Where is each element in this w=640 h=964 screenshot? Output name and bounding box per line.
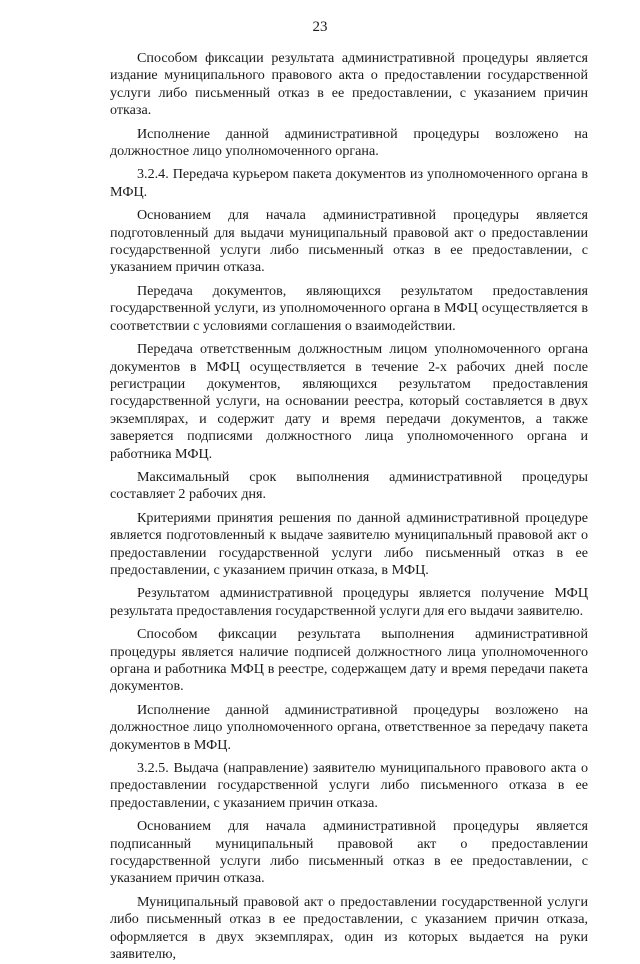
- paragraph-fixation-signatures: Способом фиксации результата выполнения административной процедуры является наличие подписей должностного лица уполномоченного органа и работника МФЦ в реестре, содержащем дату и время передачи пакета документов.: [110, 626, 588, 695]
- paragraph-max-duration: Максимальный срок выполнения административной процедуры составляет 2 рабочих дня.: [110, 468, 588, 503]
- paragraph-responsible-official: Исполнение данной административной процедуры возложено на должностное лицо уполномоченного органа.: [110, 125, 588, 160]
- paragraph-responsible-transfer: Исполнение данной административной процедуры возложено на должностное лицо уполномоченного органа, ответственное за передачу пакета документов в МФЦ.: [110, 701, 588, 753]
- page-number: 23: [312, 19, 328, 35]
- paragraph-procedure-result: Результатом административной процедуры является получение МФЦ результата предоставления государственной услуги для его выдачи заявителю.: [110, 585, 588, 619]
- section-heading-3-2-4: 3.2.4. Передача курьером пакета документов из уполномоченного органа в МФЦ.: [110, 166, 588, 200]
- paragraph-grounds-courier: Основанием для начала административной процедуры является подготовленный для выдачи муниципальный правовой акт о предоставлении государственной услуги либо письменный отказ в ее предоставлении, с указанием причин отказа.: [110, 207, 588, 276]
- paragraph-transfer-agreement: Передача документов, являющихся результатом предоставления государственной услуги, из уполномоченного органа в МФЦ осуществляется в соответствии с условиями соглашения о взаимодействии.: [110, 282, 588, 334]
- paragraph-decision-criteria: Критериями принятия решения по данной административной процедуре является подготовленный к выдаче заявителю муниципальный правовой акт о предоставлении государственной услуги либо письменный отказ в ее предоставлении, с указанием причин отказа, в МФЦ.: [110, 509, 588, 578]
- paragraph-grounds-issuance: Основанием для начала административной процедуры является подписанный муниципальный правовой акт о предоставлении государственной услуги либо письменный отказ в ее предоставлении, с указанием причин отказа.: [110, 818, 588, 887]
- document-body: [110, 50, 588, 964]
- section-heading-3-2-5: 3.2.5. Выдача (направление) заявителю муниципального правового акта о предоставлении государственной услуги либо письменного отказа в ее предоставлении, с указанием причин отказа.: [110, 760, 588, 811]
- paragraph-transfer-registry: Передача ответственным должностным лицом уполномоченного органа документов в МФЦ осуществляется в течение 2-х рабочих дней после регистрации документов, являющихся результатом предоставления государственной услуги, на основании реестра, который составляется в двух экземплярах, и содержит дату и время передачи документов, а также заверяется подписями должностного лица уполномоченного органа и работника МФЦ.: [110, 341, 588, 462]
- paragraph-two-copies: Муниципальный правовой акт о предоставлении государственной услуги либо письменный отказ в ее предоставлении, с указанием причин отказа, оформляется в двух экземплярах, один из которых выдается на руки заявителю,: [110, 893, 588, 963]
- paragraph-result-fixation: Способом фиксации результата административной процедуры является издание муниципального правового акта о предоставлении государственной услуги либо письменный отказ в ее предоставлении, с указанием причин отказа.: [110, 50, 588, 119]
